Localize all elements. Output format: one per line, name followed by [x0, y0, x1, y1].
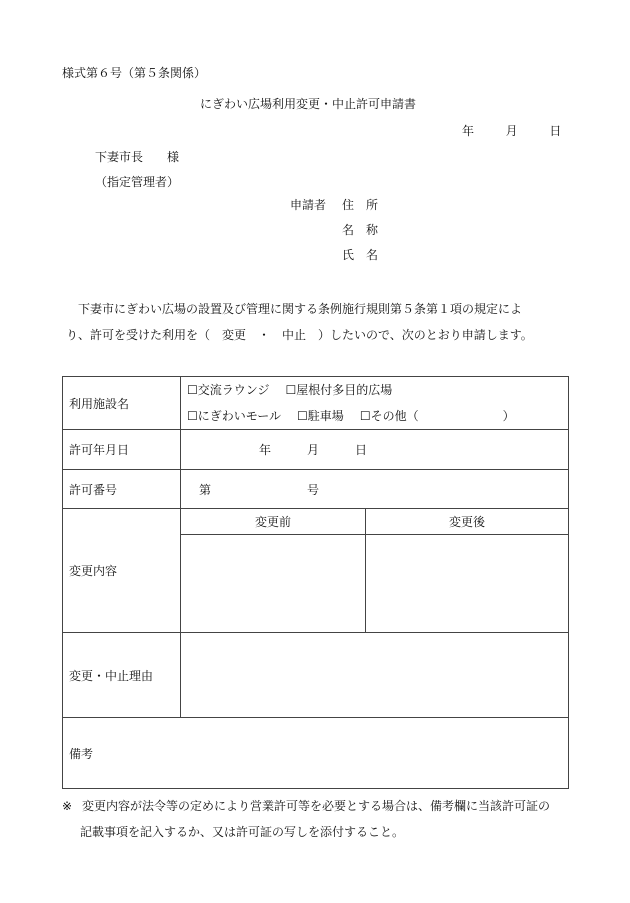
- permit-date-value: 年 月 日: [259, 443, 368, 457]
- reason-field[interactable]: [181, 633, 569, 718]
- document-title: にぎわい広場利用変更・中止許可申請書: [200, 97, 417, 111]
- permit-number-row: [63, 470, 569, 509]
- reason-row: [63, 633, 569, 718]
- footnote-line-2: 記載事項を記入するか、又は許可証の写しを添付すること。: [80, 825, 405, 839]
- date-day: 日: [549, 124, 562, 138]
- before-label: 変更前: [181, 509, 366, 535]
- applicant-org-label: 名 称: [342, 223, 379, 237]
- reason-label: 変更・中止理由: [63, 633, 181, 718]
- facility-option-plaza[interactable]: ☐屋根付多目的広場: [285, 383, 393, 397]
- permit-number-field[interactable]: [181, 470, 569, 509]
- permit-number-value: 第 号: [199, 482, 320, 497]
- facility-option-mall[interactable]: ☐にぎわいモール: [187, 409, 282, 423]
- permit-number-label: 許可番号: [63, 470, 181, 509]
- footnote-line-1: 変更内容が法令等の定めにより営業許可等を必要とする場合は、備考欄に当該許可証の: [82, 799, 551, 813]
- addressee: 下妻市長 様: [95, 150, 180, 164]
- applicant-address-label: 住 所: [342, 198, 379, 212]
- before-field[interactable]: [181, 535, 366, 633]
- application-table: [62, 376, 569, 789]
- after-field[interactable]: [366, 535, 569, 633]
- permit-date-row: [63, 430, 569, 470]
- footnote-mark: ※: [62, 799, 73, 813]
- change-label: 変更内容: [63, 509, 181, 633]
- applicant-address-row: [290, 198, 382, 223]
- designated-manager: （指定管理者）: [95, 175, 180, 189]
- form-number: 様式第６号（第５条関係）: [62, 66, 207, 80]
- intro-line-2: り、許可を受けた利用を（ 変更 ・ 中止 ）したいので、次のとおり申請します。: [66, 328, 533, 342]
- footnote: [62, 793, 572, 845]
- intro-line-1: 下妻市にぎわい広場の設置及び管理に関する条例施行規則第５条第１項の規定によ: [78, 302, 523, 316]
- date-line: [462, 122, 561, 139]
- note-label: 備考: [69, 746, 94, 761]
- facility-option-parking[interactable]: ☐駐車場: [297, 409, 344, 423]
- facility-label: 利用施設名: [63, 377, 181, 430]
- permit-date-field[interactable]: [181, 430, 569, 470]
- applicant-name-row: [290, 248, 382, 273]
- note-field[interactable]: [63, 718, 569, 789]
- applicant-block: [290, 198, 382, 273]
- facility-row: [63, 377, 569, 430]
- facility-option-lounge[interactable]: ☐交流ラウンジ: [187, 383, 270, 397]
- permit-date-label: 許可年月日: [63, 430, 181, 470]
- facility-option-other[interactable]: ☐その他（ ）: [359, 409, 515, 423]
- applicant-org-row: [290, 223, 382, 248]
- date-year: 年: [462, 124, 475, 138]
- applicant-name-label: 氏 名: [342, 248, 379, 262]
- after-label: 変更後: [366, 509, 569, 535]
- applicant-label: 申請者: [290, 198, 327, 212]
- change-header-row: [63, 509, 569, 535]
- intro-paragraph: [66, 296, 566, 348]
- facility-options: [181, 377, 569, 430]
- date-month: 月: [505, 124, 518, 138]
- note-row: [63, 718, 569, 789]
